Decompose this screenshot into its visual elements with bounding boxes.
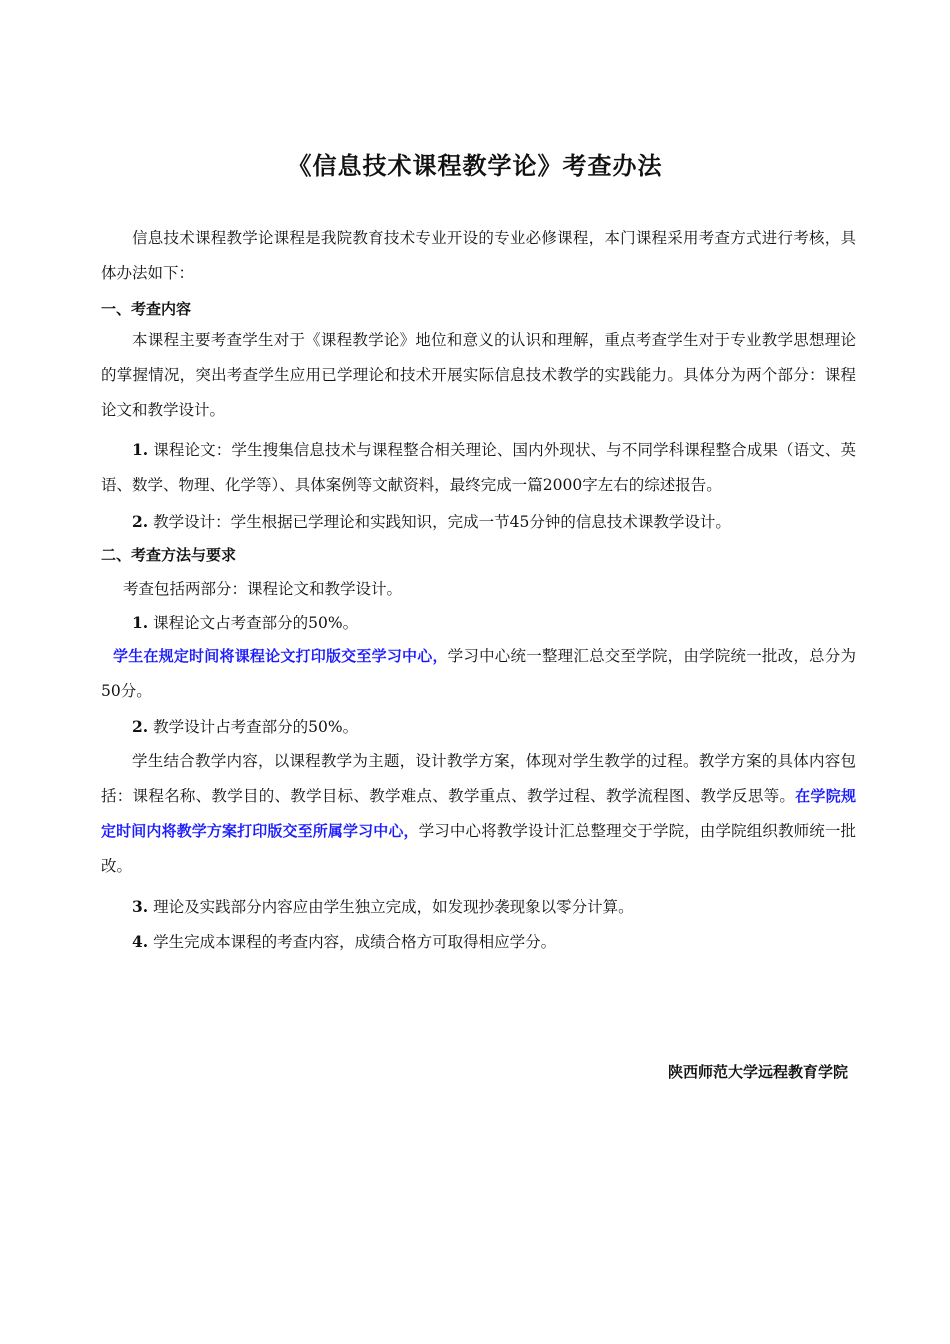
section2-item1-detail (101, 639, 856, 709)
item-number: 4. (132, 932, 149, 951)
item-text: 课程论文占考查部分的50%。 (148, 614, 359, 632)
section1-heading: 一、考查内容 (101, 300, 192, 318)
section2-item3 (101, 889, 856, 925)
item-text: 教学设计占考查部分的50%。 (148, 718, 359, 736)
page-title: 《信息技术课程教学论》考查办法 (287, 151, 663, 180)
detail-text-rest: 学习中心将教学设计汇总整理交于学院，由学院组织教师统一批改。 (101, 822, 856, 875)
item-text: 理论及实践部分内容应由学生独立完成，如发现抄袭现象以零分计算。 (148, 898, 634, 916)
item-number: 2. (132, 717, 149, 736)
item-number: 3. (132, 897, 149, 916)
detail-text: 学生结合教学内容，以课程教学为主题，设计教学方案，体现对学生教学的过程。教学方案的具体内容包括：课程名称、教学目的、教学目标、教学难点、教学重点、教学过程、教学流程图、教学反思等。 (101, 752, 856, 805)
highlight-text: 学生在规定时间将课程论文打印版交至学习中心， (113, 647, 448, 665)
section2-item2-detail (101, 744, 856, 884)
item-number: 2. (132, 512, 149, 531)
signature: 陕西师范大学远程教育学院 (667, 1063, 848, 1081)
section1-item2 (101, 504, 856, 540)
section2-lead: 考查包括两部分：课程论文和教学设计。 (123, 580, 403, 598)
section2-item4 (101, 924, 856, 960)
highlight-text: 在学院规定时间内将教学方案打印版交至所属学习中心， (101, 787, 856, 840)
section2-heading: 二、考查方法与要求 (101, 546, 237, 564)
detail-text: 学习中心统一整理汇总交至学院，由学院统一批改，总分为50分。 (101, 647, 856, 700)
section1-item1 (101, 432, 856, 503)
item-text: 课程论文：学生搜集信息技术与课程整合相关理论、国内外现状、与不同学科课程整合成果（语文、英语、数学、物理、化学等）、具体案例等文献资料，最终完成一篇2000字左右的综述报告。 (101, 441, 856, 494)
section1-body: 本课程主要考查学生对于《课程教学论》地位和意义的认识和理解，重点考查学生对于专业教学思想理论的掌握情况，突出考查学生应用已学理论和技术开展实际信息技术教学的实践能力。具体分为两个部分：课程论文和教学设计。 (101, 331, 856, 419)
item-text: 学生完成本课程的考查内容，成绩合格方可取得相应学分。 (148, 933, 557, 951)
item-number: 1. (132, 613, 149, 632)
item-text: 教学设计：学生根据已学理论和实践知识，完成一节45分钟的信息技术课教学设计。 (148, 513, 731, 531)
section2-item1 (101, 605, 856, 641)
intro-paragraph: 信息技术课程教学论课程是我院教育技术专业开设的专业必修课程，本门课程采用考查方式进行考核，具体办法如下： (101, 229, 856, 282)
section2-item2 (101, 709, 856, 745)
item-number: 1. (132, 440, 149, 459)
